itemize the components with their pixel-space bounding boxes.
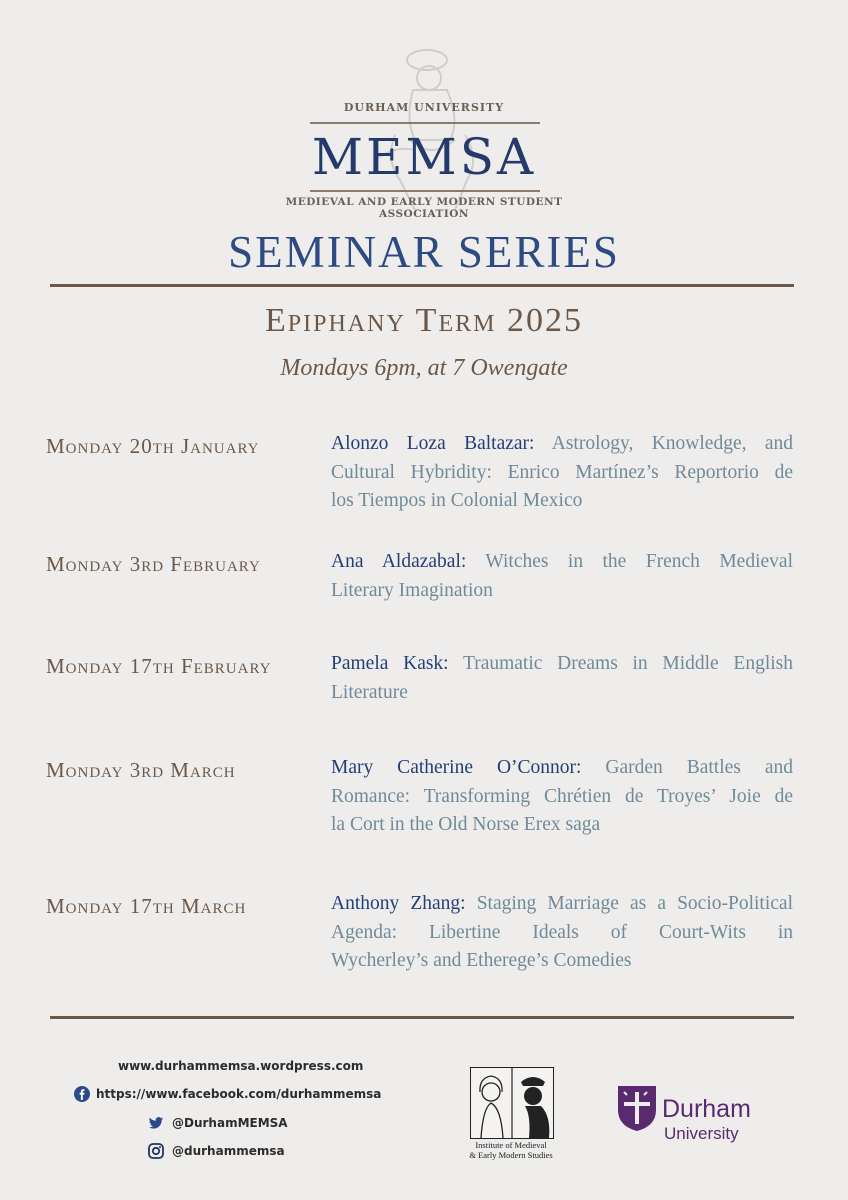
memsa-title: MEMSA	[311, 128, 537, 186]
speaker-name: Alonzo Loza Baltazar:	[331, 433, 535, 454]
website-link[interactable]: www.durhammemsa.wordpress.com	[118, 1059, 364, 1073]
university-label: DURHAM UNIVERSITY	[343, 101, 505, 114]
seminar-talk: Alonzo Loza Baltazar: Astrology, Knowledge, and Cultural Hybridity: Enrico Martínez’s Reportorio de los Tiempos in Colonial Mexico	[331, 433, 793, 511]
seminar-date: Monday 3rd March	[46, 758, 236, 782]
seminar-series-heading: SEMINAR SERIES	[228, 227, 620, 277]
footer-divider	[50, 1016, 794, 1019]
speaker-name: Anthony Zhang:	[331, 893, 466, 914]
speaker-name: Ana Aldazabal:	[331, 551, 467, 572]
iems-caption: Institute of Medieval & Early Modern Studies	[469, 1140, 553, 1160]
seminar-talk: Pamela Kask: Traumatic Dreams in Middle English Literature	[331, 653, 794, 703]
facebook-link[interactable]: https://www.facebook.com/durhammemsa	[96, 1087, 382, 1101]
twitter-handle[interactable]: @DurhamMEMSA	[172, 1116, 288, 1130]
seminar-date: Monday 20th January	[46, 434, 260, 458]
durham-wordmark: Durham	[662, 1095, 751, 1123]
seminar-date: Monday 17th March	[46, 894, 247, 918]
instagram-handle[interactable]: @durhammemsa	[172, 1144, 285, 1158]
seminar-talk: Anthony Zhang: Staging Marriage as a Socio-Political Agenda: Libertine Ideals of Court-Wits in Wycherley’s and Etherege’s Comedies	[331, 893, 793, 971]
schedule-info: Mondays 6pm, at 7 Owengate	[280, 355, 568, 381]
facebook-icon	[74, 1086, 90, 1102]
term-title: Epiphany Term 2025	[265, 302, 583, 339]
title-rule-bottom	[310, 190, 540, 192]
iems-emblem	[471, 1068, 553, 1138]
association-subtitle: MEDIEVAL AND EARLY MODERN STUDENT ASSOCIATION	[285, 196, 563, 220]
title-rule-top	[310, 122, 540, 124]
seminar-date: Monday 3rd February	[46, 552, 261, 576]
durham-crest-icon	[616, 1084, 658, 1132]
iems-logo	[470, 1067, 554, 1139]
instagram-icon	[148, 1143, 164, 1159]
seminar-talk: Ana Aldazabal: Witches in the French Medieval Literary Imagination	[331, 551, 793, 601]
speaker-name: Mary Catherine O’Connor:	[331, 757, 582, 778]
header-divider	[50, 284, 794, 287]
seminar-date: Monday 17th February	[46, 654, 272, 678]
durham-university-wordmark: University	[664, 1124, 739, 1143]
speaker-name: Pamela Kask:	[331, 653, 449, 674]
twitter-icon	[148, 1115, 164, 1131]
seminar-talk: Mary Catherine O’Connor: Garden Battles and Romance: Transforming Chrétien de Troyes’ Joie de la Cort in the Old Norse Erex saga	[331, 757, 793, 835]
